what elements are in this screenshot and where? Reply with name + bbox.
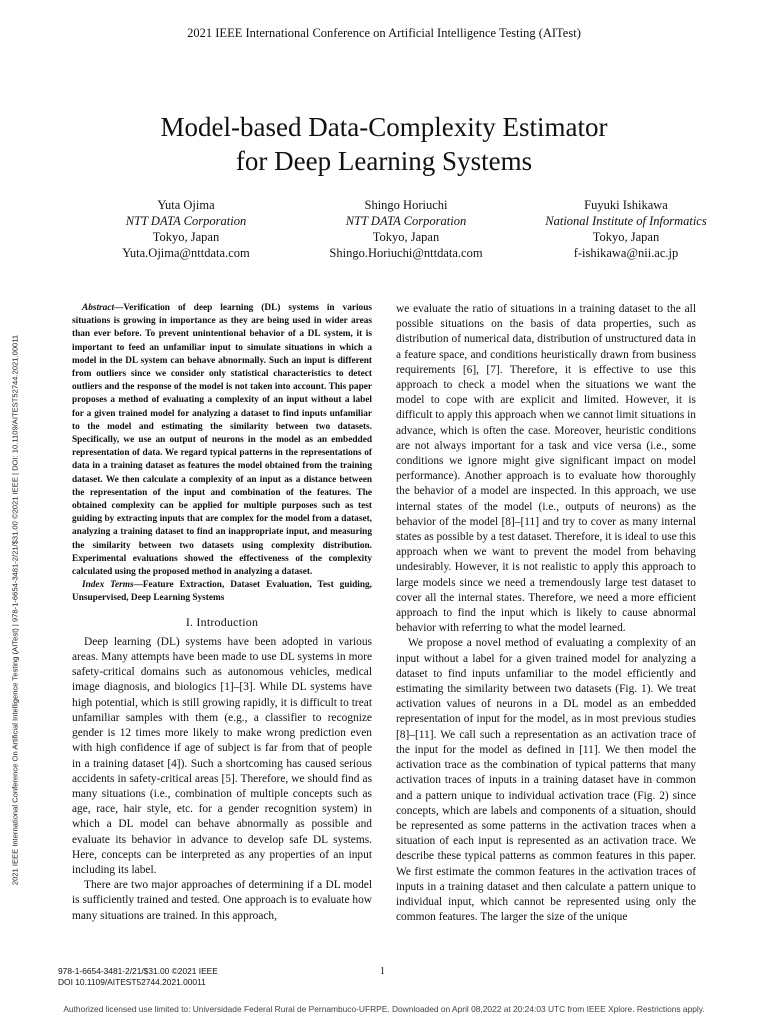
title-line-1: Model-based Data-Complexity Estimator [160, 112, 608, 142]
abstract-lead: Abstract [82, 303, 115, 313]
author-block [86, 197, 726, 261]
page-number: 1 [380, 966, 385, 977]
index-terms [72, 579, 372, 605]
author-email[interactable]: f-ishikawa@nii.ac.jp [573, 246, 679, 260]
side-doi-stamp [8, 265, 22, 955]
author-name: Yuta Ojima [157, 198, 215, 212]
author-location: Tokyo, Japan [372, 230, 440, 244]
conference-header: 2021 IEEE International Conference on Artificial Intelligence Testing (AITest) [187, 26, 581, 40]
author-1 [86, 197, 286, 261]
title-line-2: for Deep Learning Systems [235, 146, 533, 176]
abstract [72, 302, 372, 579]
section-heading-introduction: I. Introduction [185, 614, 259, 629]
license-notice: Authorized licensed use limited to: Universidade Federal Rural de Pernambuco-UFRPE. Downloaded on April 08,2022 at 20:24:03 UTC from IEEE Xplore. Restrictions apply. [63, 1004, 705, 1014]
author-name: Shingo Horiuchi [364, 198, 448, 212]
author-email[interactable]: Shingo.Horiuchi@nttdata.com [329, 246, 483, 260]
side-doi-stamp-text: 2021 IEEE International Conference On Artificial Intelligence Testing (AITest) | 978-1-6654-3481-2/21/$31.00 ©2021 IEEE | DOI: 10.1109/AITEST52744.2021.00011 [10, 334, 20, 886]
copyright-footer [58, 966, 218, 988]
body-paragraph: Deep learning (DL) systems have been adopted in various areas. Many attempts have been made to use DL systems in more safety-critical domains such as autonomous vehicles, medical image diagnosis, and biologics [1]–[3]. While DL systems have high potential, which is still growing rapidly, it is difficult to treat unfamiliar samples with them (e.g., a classifier to recognize gender is 12 times more likely to make wrong prediction even with high confidence if age of subject is far from that of people in a training dataset [4]). Such a shortcoming has caused serious accidents in safety-critical areas [5]. Therefore, we should find as many situations (i.e., combination of multiple concepts such as age, race, hair style, etc. for a gender recognition system) in which a DL model can behave abnormally as possible and evaluate its behavior in advance to develop safe DL systems. Here, concepts can be interpreted as any properties of an input including its label. [72, 635, 372, 876]
author-affiliation: National Institute of Informatics [545, 214, 707, 228]
body-paragraph: we evaluate the ratio of situations in a training dataset to the all possible situations on the basis of data properties, such as distribution of numerical data, distribution of unstructured data in a feature space, and conditions heuristically drawn from business requirements [6], [7]. Therefore, it is effective to use this approach to check a model when the situations we want the model to cope with are explicit and limited. However, it is difficult to apply this approach when we cannot limit situations in advance, which is often the case. Moreover, heuristic conditions are not always important for a task and vice versa (i.e., some conditions we ignore might give significant impact on model performance). Another approach is to evaluate how thoroughly the behavior of a model are inspected. In this approach, we use internal states of the model (i.e., outputs of neurons) as the behavior of the model [8]–[11] and try to cover as many internal states as possible by a test dataset. Therefore, it is ideal to use this approach when we want to prevent the model from behaving undesirably. However, it is not realistic to apply this approach to large models since we need a tremendously large test dataset to cover all the internal states. Therefore, we need a more efficient approach to find the input which is likely to cause abnormal behavior with referring to what the model learned. [396, 303, 696, 635]
author-affiliation: NTT DATA Corporation [345, 214, 467, 228]
body-paragraph: There are two major approaches of determining if a DL model is sufficiently trained and tested. One approach is to evaluate how many situations are trained. In this approach, [72, 879, 372, 922]
right-column [396, 302, 696, 925]
doi-line: DOI 10.1109/AITEST52744.2021.00011 [58, 977, 206, 987]
left-column [72, 302, 372, 924]
index-terms-text: —Feature Extraction, Dataset Evaluation, Test guiding, Unsupervised, Deep Learning Systems [72, 580, 372, 604]
author-affiliation: NTT DATA Corporation [125, 214, 247, 228]
author-location: Tokyo, Japan [592, 230, 660, 244]
author-email[interactable]: Yuta.Ojima@nttdata.com [122, 246, 250, 260]
author-3 [526, 197, 726, 261]
isbn-line: 978-1-6654-3481-2/21/$31.00 ©2021 IEEE [58, 966, 218, 976]
abstract-text: —Verification of deep learning (DL) systems in various situations is growing in importance as they are being used in wider areas than ever before. To prevent unintentional behavior of a DL system, it is important to feed an unfamiliar input to simulate situations in which a model in the DL system can behave abnormally. Such an input is different from outliers since we consider only statistical characteristics to detect outliers and the response of the model is not taken into account. This paper proposes a method of evaluating a complexity of an input without a label for a given trained model for analyzing a dataset to find inputs unfamiliar to the model and estimating the similarity between two datasets. Specifically, we use an output of neurons in the model as an embedded representation of data. We regard typical patterns in the representations of data in a training dataset as features the model obtained from the training dataset. We then calculate a complexity of an input as a distance between the representation of the input and combination of the features. The obtained complexity can be applied for multiple purposes such as test guiding by extracting inputs that are complex for the model from a dataset, analyzing a training dataset to find an inappropriate input, and measuring the similarity between two datasets using complexity distribution. Experimental evaluations showed the effectiveness of the complexity calculated using the proposed method in analyzing a dataset. [72, 303, 372, 578]
index-terms-lead: Index Terms [82, 580, 134, 591]
author-name: Fuyuki Ishikawa [584, 198, 668, 212]
paper-title [0, 110, 768, 178]
author-location: Tokyo, Japan [152, 230, 220, 244]
author-2 [306, 197, 506, 261]
body-paragraph: We propose a novel method of evaluating a complexity of an input without a label for a given trained model for analyzing a dataset to find inputs unfamiliar to the model efficiently and estimating the similarity between two datasets (Fig. 1). We treat activation values of neurons in a DL model as an embedded representation of input for the model, as in most previous studies [8]–[11]. We call such a representation as an activation trace of the input for the model as defined in [11]. We then model the activation trace as the combination of typical patterns that many activation traces of inputs in a training dataset have in common and a pattern unique to individual activation trace (Fig. 2) since concepts, which are labels and components of a situation, should be represented as some patterns in the activation traces when a situation of each input is represented as an activation trace. We describe these typical patterns as common features in this paper. We first estimate the common features in the activation traces of inputs in a training dataset and then calculate a pattern unique to individual input, which cannot be represented using only the common features. The larger the size of the unique [396, 637, 696, 924]
